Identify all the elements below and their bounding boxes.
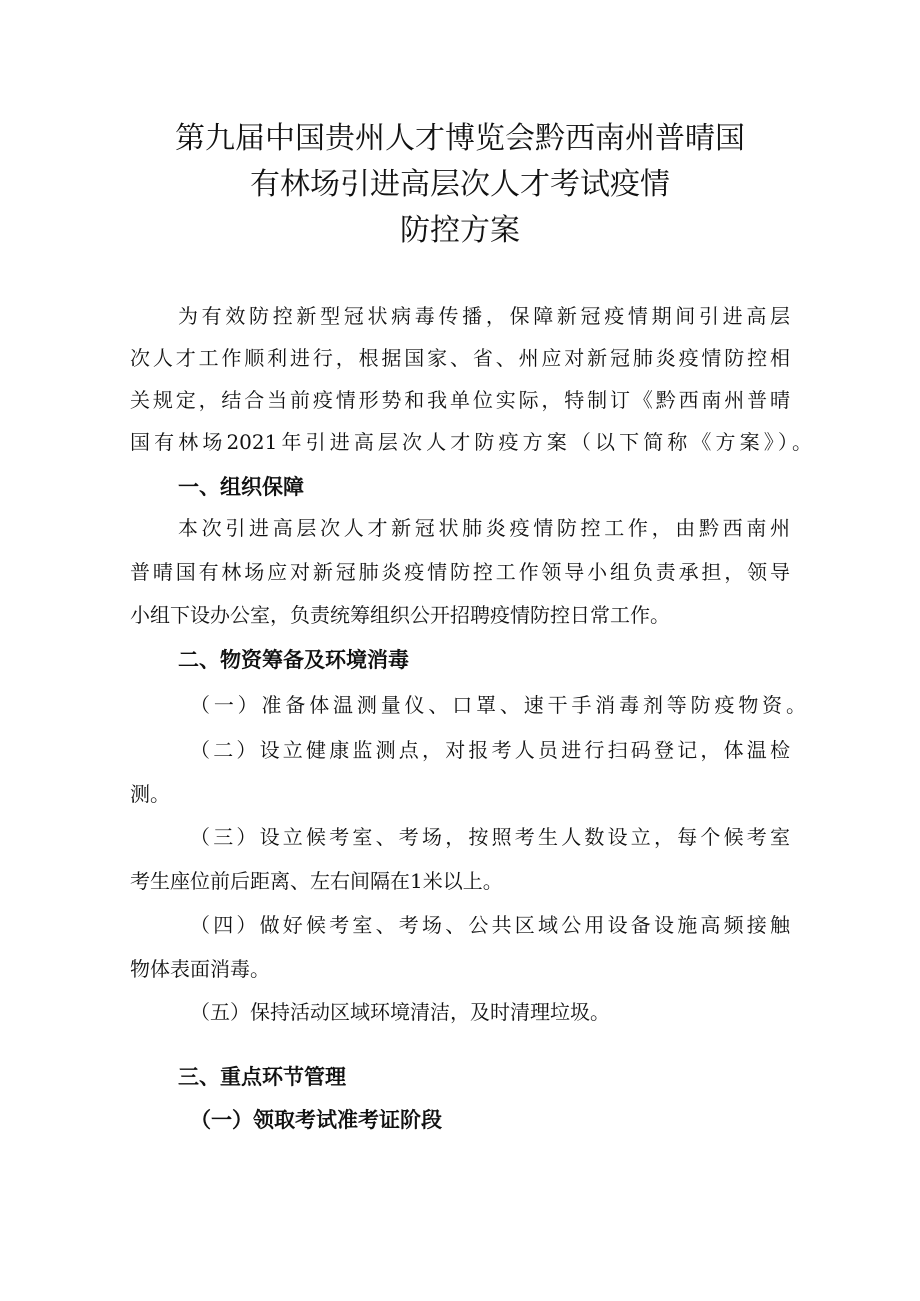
section-1-heading: 一、组织保障 xyxy=(178,475,304,499)
intro-line-2: 次人才工作顺利进行，根据国家、省、州应对新冠肺炎疫情防控相 xyxy=(130,346,790,370)
section-2-item-4-line-1: （四）做好候考室、考场、公共区域公用设备设施高频接触 xyxy=(190,913,790,937)
intro-line-3: 关规定，结合当前疫情形势和我单位实际，特制订《黔西南州普晴 xyxy=(130,388,790,412)
section-2-item-4-line-2: 物体表面消毒。 xyxy=(130,957,270,981)
section-3-subheading: （一）领取考试准考证阶段 xyxy=(190,1108,442,1132)
intro-line-1: 为有效防控新型冠状病毒传播，保障新冠疫情期间引进高层 xyxy=(178,304,790,328)
document-title-line-1: 第九届中国贵州人才博览会黔西南州普晴国 xyxy=(175,121,745,156)
section-2-item-3-line-1: （三）设立候考室、考场，按照考生人数设立，每个候考室 xyxy=(190,825,790,849)
section-2-item-1: （一）准备体温测量仪、口罩、速干手消毒剂等防疫物资。 xyxy=(190,693,806,717)
section-3-heading: 三、重点环节管理 xyxy=(178,1065,346,1089)
section-1-line-3: 小组下设办公室，负责统筹组织公开招聘疫情防控日常工作。 xyxy=(130,603,670,627)
document-title-line-2: 有林场引进高层次人才考试疫情 xyxy=(250,167,670,202)
section-2-item-2-line-1: （二）设立健康监测点，对报考人员进行扫码登记，体温检 xyxy=(190,738,790,762)
section-2-item-2-line-2: 测。 xyxy=(130,782,170,806)
section-1-line-2: 普晴国有林场应对新冠肺炎疫情防控工作领导小组负责承担，领导 xyxy=(130,560,790,584)
section-2-item-5: （五）保持活动区域环境清洁，及时清理垃圾。 xyxy=(190,1000,610,1024)
section-2-item-3-line-2: 考生座位前后距离、左右间隔在1米以上。 xyxy=(130,869,503,893)
section-1-line-1: 本次引进高层次人才新冠状肺炎疫情防控工作，由黔西南州 xyxy=(178,516,790,540)
section-2-heading: 二、物资筹备及环境消毒 xyxy=(178,648,409,672)
document-title-line-3: 防控方案 xyxy=(400,213,520,248)
intro-line-4: 国有林场2021年引进高层次人才防疫方案（以下简称《方案》）。 xyxy=(130,430,812,454)
